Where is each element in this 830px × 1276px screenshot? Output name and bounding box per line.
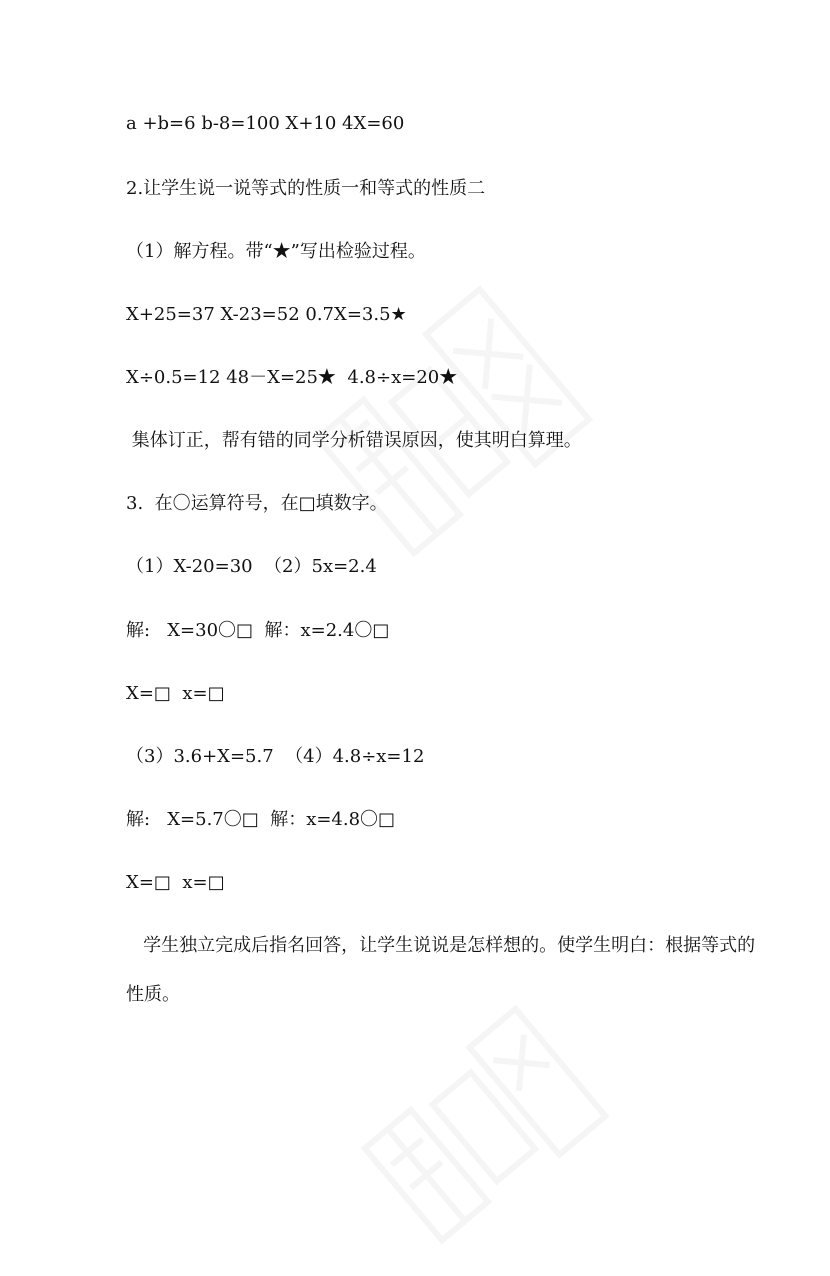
- correction-note: 集体订正，帮有错的同学分析错误原因，使其明白算理。: [126, 430, 582, 451]
- answer-1-2-line: X=□ x=□: [126, 683, 225, 704]
- task-1-instruction: （1）解方程。带“★”写出检验过程。: [126, 241, 426, 262]
- problem-1-2-line: （1）X-20=30 （2）5x=2.4: [126, 556, 377, 577]
- equation-examples-line: a +b=6 b-8=100 X+10 4X=60: [126, 113, 405, 134]
- equations-row-2: X÷0.5=12 48－X=25★ 4.8÷x=20★: [126, 367, 458, 388]
- answer-3-4-line: X=□ x=□: [126, 872, 225, 893]
- closing-paragraph-line-2: 性质。: [126, 984, 180, 1005]
- solution-1-2-line: 解: X=30〇□ 解：x=2.4〇□: [126, 620, 390, 641]
- section-3-heading: 3. 在〇运算符号，在□填数字。: [126, 493, 388, 514]
- solution-3-4-line: 解: X=5.7〇□ 解：x=4.8〇□: [126, 809, 396, 830]
- watermark-logo-bottom: [330, 984, 630, 1276]
- equations-row-1: X+25=37 X-23=52 0.7X=3.5★: [126, 304, 407, 325]
- section-2-heading: 2.让学生说一说等式的性质一和等式的性质二: [126, 178, 486, 199]
- closing-paragraph-line-1: 学生独立完成后指名回答，让学生说说是怎样想的。使学生明白：根据等式的: [126, 935, 756, 956]
- problem-3-4-line: （3）3.6+X=5.7 （4）4.8÷x=12: [126, 746, 425, 767]
